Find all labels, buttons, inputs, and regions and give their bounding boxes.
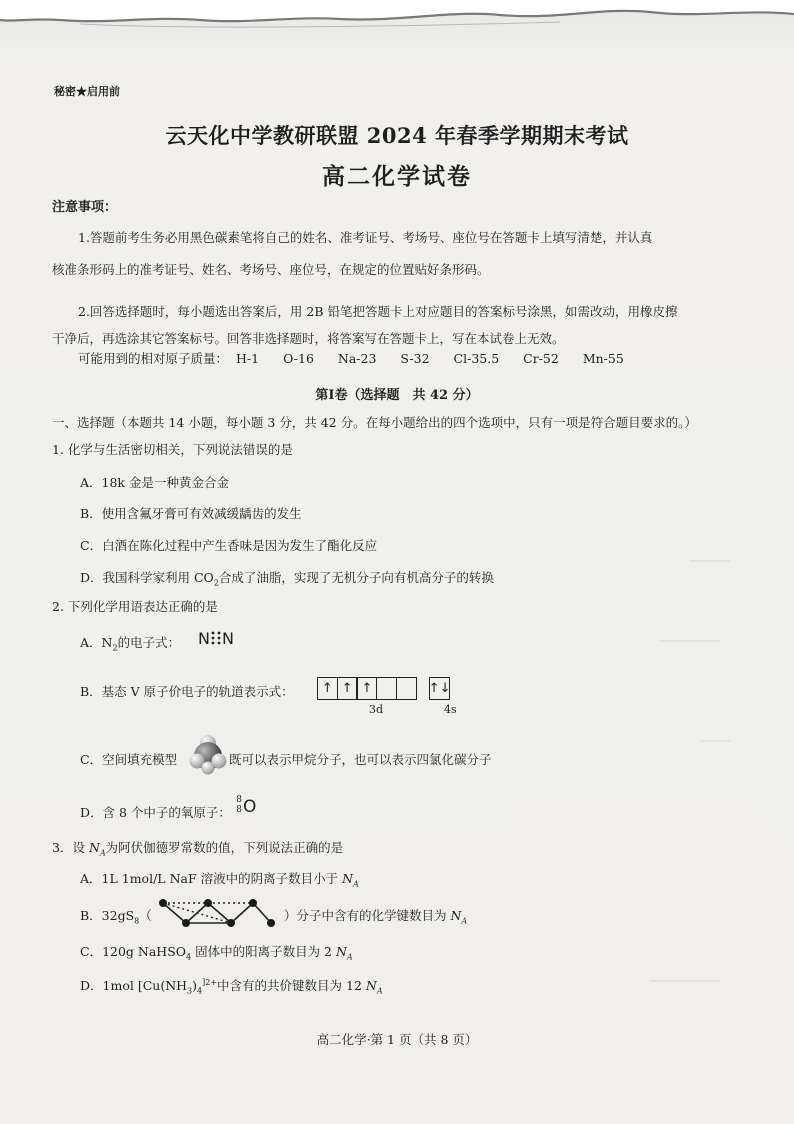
notice-item-1-line-1: 1.答题前考生务必用黑色碳素笔将自己的姓名、准考证号、考场号、座位号在答题卡上填写清楚，并认真 [78,230,653,245]
s8-ring-structure-icon [153,893,283,933]
show-through-mark [690,560,730,562]
part1-instructions: 一、选择题（本题共 14 小题，每小题 3 分，共 42 分。在每小题给出的四个选项中，只有一项是符合题目要求的。） [52,415,697,430]
mass-mn: Mn-55 [582,351,624,366]
mass-o: O-16 [283,351,314,366]
orbital-label-3d: 3d [369,703,384,716]
q3-stem: 3．设 $N_A$为阿伏伽德罗常数的值，下列说法正确的是 [52,840,344,858]
mass-h: H-1 [236,351,260,366]
exam-title: 云天化中学教研联盟 2024 年春季学期期末考试 [165,123,629,148]
section-title: 第Ⅰ卷（选择题 共 42 分） [315,388,479,403]
q3-option-b-label: B．$32gS_8$（ [80,908,152,926]
notice-item-1-line-2: 核准条形码上的准考证号、姓名、考场号、座位号，在规定的位置贴好条形码。 [52,262,490,277]
mass-na: Na-23 [337,351,377,366]
q3-option-a: A．1L 1mol/L NaF 溶液中的阴离子数目小于 $N_A$ [80,871,359,889]
atomic-masses [78,349,644,367]
orbital-3d-2: ↑ [337,677,358,700]
q3-option-d: D．1mol [$Cu(NH_3)_4^{]2+}$中含有的共价键数目为 12 $N_A$ [80,977,383,996]
oxygen-symbol: O [243,797,257,817]
q1-option-b: B．使用含氟牙膏可有效减缓龋齿的发生 [80,506,302,521]
oxygen-nuclide-numbers [232,795,242,815]
q1-option-d: D．我国科学家利用 $CO_2$合成了油脂，实现了无机分子向有机高分子的转换 [80,570,494,588]
q3-option-c: C．120g NaHSO$_4$ 固体中的阳离子数目为 2 $N_A$ [80,944,353,962]
subject-title: 高二化学试卷 [322,163,472,190]
notice-item-2-line-2: 干净后，再选涂其它答案标号。回答非选择题时，将答案写在答题卡上，写在本试卷上无效。 [52,331,565,346]
show-through-mark [660,640,720,642]
mass-s: S-32 [400,351,430,366]
q1-option-a: A．18k 金是一种黄金合金 [80,475,229,490]
q3-option-b-text: ）分子中含有的化学键数目为 $N_A$ [284,908,468,926]
q2-option-c-text: 既可以表示甲烷分子，也可以表示四氯化碳分子 [229,752,492,767]
orbital-4s: ↑↓ [429,677,450,700]
mass-cr: Cr-52 [523,351,559,366]
show-through-mark [700,740,730,742]
orbital-diagram [318,677,450,700]
electron-dots-icon [210,630,222,646]
orbital-3d-4 [376,677,397,700]
secret-label: 秘密★启用前 [54,85,120,98]
orbital-label-4s: 4s [444,703,457,716]
oxygen-atomic-number: 8 [236,805,242,815]
q1-stem: 1. 化学与生活密切相关，下列说法错误的是 [52,442,293,457]
space-filling-model-icon [188,735,228,775]
notice-title: 注意事项： [52,200,118,215]
orbital-3d-3: ↑ [356,677,377,700]
mass-cl: Cl-35.5 [453,351,500,366]
torn-top-edge [0,0,794,38]
q2-option-c-label: C．空间填充模型 [80,752,178,767]
q2-stem: 2. 下列化学用语表达正确的是 [52,599,218,614]
q2-option-d: D．含 8 个中子的氧原子： [80,805,231,820]
atomic-masses-label: 可能用到的相对原子质量： [78,351,229,366]
n2-electron-formula: N N [198,629,234,648]
q2-option-a: A．$N_2$的电子式： [80,635,181,653]
oxygen-mass-number: 8 [236,795,242,805]
page-footer: 高二化学·第 1 页（共 8 页） [316,1032,478,1047]
q2-option-b: B．基态 V 原子价电子的轨道表示式： [80,684,294,699]
orbital-3d-5 [396,677,417,700]
q1-option-c: C．白酒在陈化过程中产生香味是因为发生了酯化反应 [80,538,378,553]
notice-item-2-line-1: 2.回答选择题时，每小题选出答案后，用 2B 铅笔把答题卡上对应题目的答案标号涂黑，如需改动，用橡皮擦 [78,304,678,319]
show-through-mark [650,980,720,982]
orbital-3d-1: ↑ [317,677,338,700]
